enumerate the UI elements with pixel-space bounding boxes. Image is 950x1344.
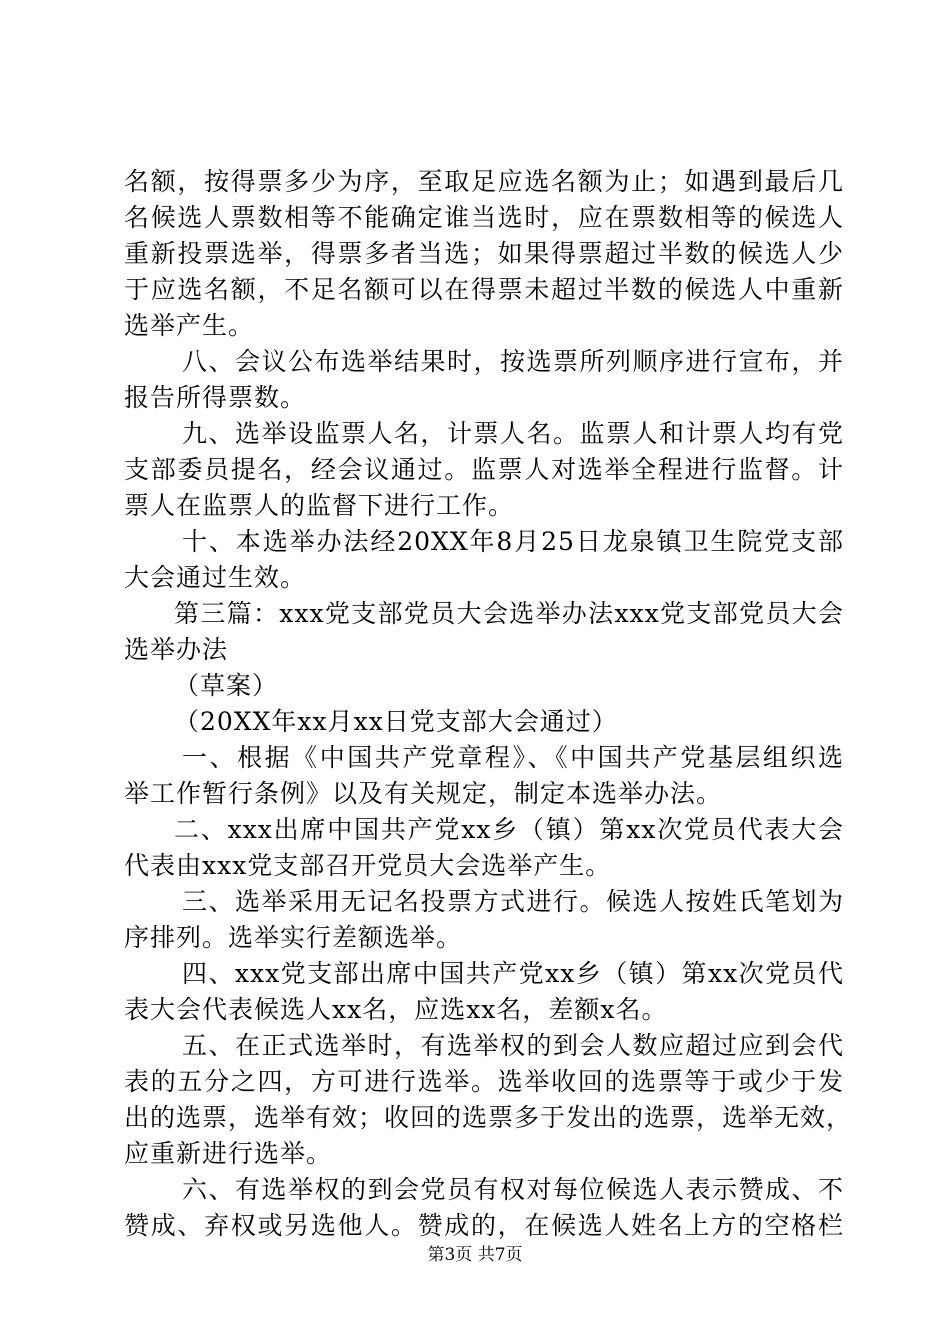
section-heading: 第三篇：xxx党支部党员大会选举办法xxx党支部党员大会: [174, 599, 844, 628]
text-line: 八、会议公布选举结果时，按选票所列顺序进行宣布，并: [182, 347, 844, 376]
text-line: 三、选举采用无记名投票方式进行。候选人按姓氏笔划为: [182, 887, 844, 916]
text-line: 九、选举设监票人名，计票人名。监票人和计票人均有党: [182, 419, 844, 448]
text-line: 五、在正式选举时，有选举权的到会人数应超过应到会代: [182, 1031, 844, 1060]
text-line: 出的选票，选举有效；收回的选票多于发出的选票，选举无效，: [124, 1103, 853, 1132]
text-line: 举工作暂行条例》以及有关规定，制定本选举办法。: [124, 779, 723, 808]
text-line: 二、xxx出席中国共产党xx乡（镇）第xx次党员代表大会: [174, 815, 844, 844]
text-line: 赞成、弃权或另选他人。赞成的，在候选人姓名上方的空格栏: [124, 1211, 844, 1240]
text-line: 报告所得票数。: [124, 383, 307, 412]
text-line: 一、根据《中国共产党章程》、《中国共产党基层组织选: [182, 743, 844, 772]
text-line: 表大会代表候选人xx名，应选xx名，差额x名。: [124, 995, 668, 1024]
text-line: 表的五分之四，方可进行选举。选举收回的选票等于或少于发: [124, 1067, 844, 1096]
text-line: 大会通过生效。: [124, 563, 307, 592]
text-line: 名额，按得票多少为序，至取足应选名额为止；如遇到最后几: [124, 167, 844, 196]
text-line: 于应选名额，不足名额可以在得票未超过半数的候选人中重新: [124, 275, 844, 304]
text-line: 支部委员提名，经会议通过。监票人对选举全程进行监督。计: [124, 455, 844, 484]
text-line: 十、本选举办法经20XX年8月25日龙泉镇卫生院党支部: [182, 527, 844, 556]
text-line: 票人在监票人的监督下进行工作。: [124, 491, 515, 520]
adoption-note: （20XX年xx月xx日党支部大会通过）: [174, 707, 618, 736]
text-line: 六、有选举权的到会党员有权对每位候选人表示赞成、不: [182, 1175, 844, 1204]
draft-label: （草案）: [174, 671, 279, 700]
text-line: 四、xxx党支部出席中国共产党xx乡（镇）第xx次党员代: [182, 959, 844, 988]
text-line: 序排列。选举实行差额选举。: [124, 923, 463, 952]
text-line: 代表由xxx党支部召开党员大会选举产生。: [124, 851, 612, 880]
text-line: 选举产生。: [124, 311, 255, 340]
text-line: 应重新进行选举。: [124, 1139, 333, 1168]
text-line: 重新投票选举，得票多者当选；如果得票超过半数的候选人少: [124, 239, 844, 268]
page-number: 第3页 共7页: [427, 1245, 523, 1265]
text-line: 名候选人票数相等不能确定谁当选时，应在票数相等的候选人: [124, 203, 844, 232]
section-heading: 选举办法: [124, 635, 229, 664]
